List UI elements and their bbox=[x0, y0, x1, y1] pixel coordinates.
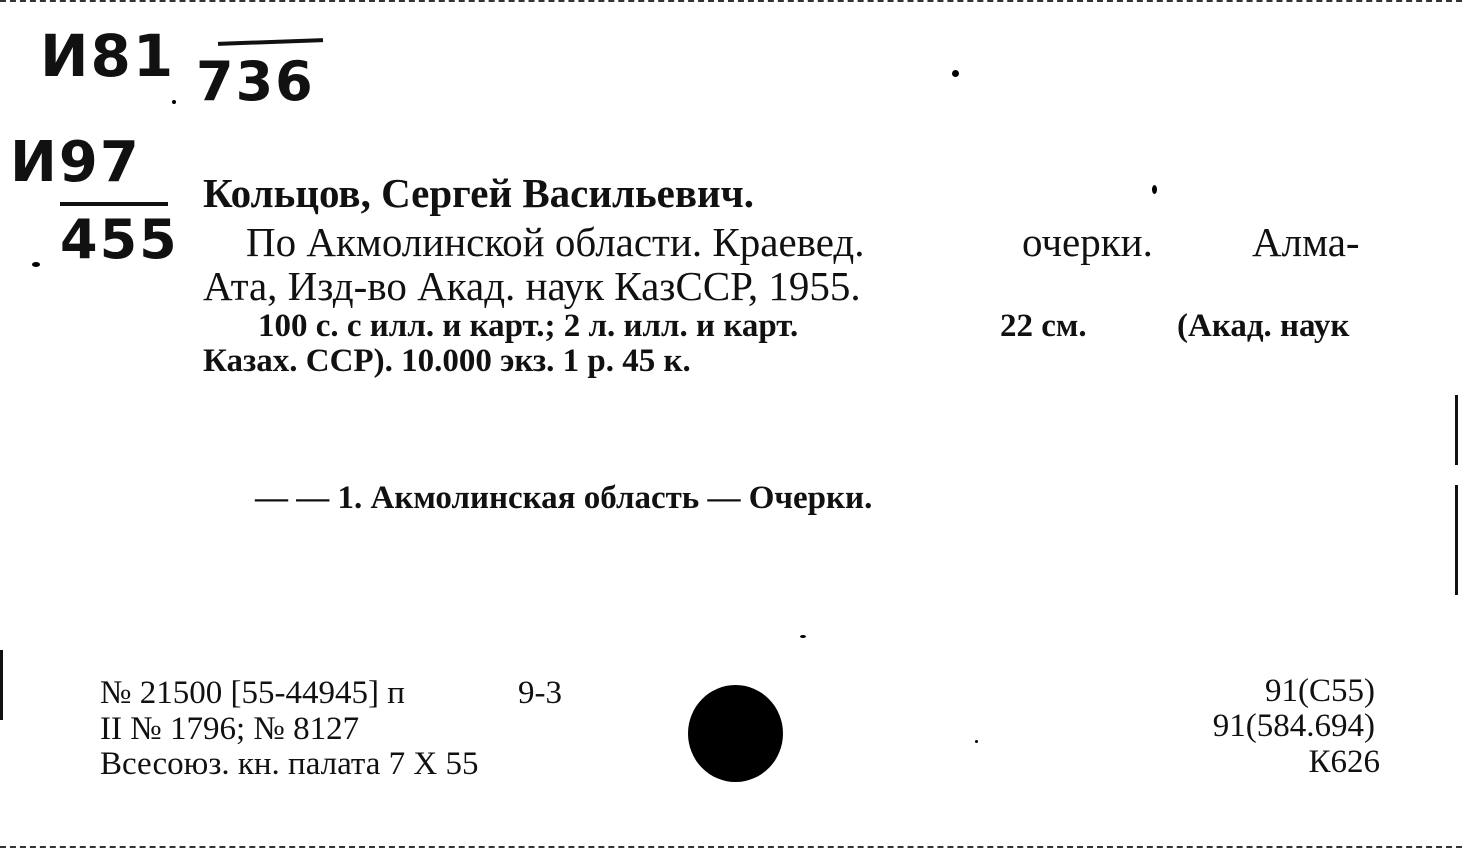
classification-code-2: 91(584.694) bbox=[1212, 708, 1375, 744]
footer-series-number: II № 1796; № 8127 bbox=[100, 711, 360, 747]
top-edge-line bbox=[0, 0, 1462, 4]
left-edge-mark bbox=[0, 650, 3, 720]
handwritten-fraction-bar-second bbox=[60, 202, 168, 206]
classification-code-1: 91(С55) bbox=[1265, 673, 1375, 709]
footer-chamber-date: Всесоюз. кн. палата 7 X 55 bbox=[100, 746, 479, 782]
author-heading: Кольцов, Сергей Васильевич. bbox=[203, 170, 755, 216]
author-mark: К626 bbox=[1308, 744, 1380, 780]
title-line-1-end: Алма- bbox=[1252, 219, 1360, 265]
right-edge-mark bbox=[1455, 395, 1458, 465]
title-line-2: Ата, Изд-во Акад. наук КазССР, 1955. bbox=[203, 263, 861, 309]
collation-line-1: 100 с. с илл. и карт.; 2 л. илл. и карт. bbox=[258, 308, 799, 344]
collation-line-2: Казах. ССР). 10.000 экз. 1 р. 45 к. bbox=[203, 343, 691, 379]
collation-series: (Акад. наук bbox=[1177, 308, 1350, 344]
punch-hole bbox=[688, 685, 783, 782]
handwritten-mark-top: И81 bbox=[40, 22, 176, 90]
speck bbox=[800, 635, 806, 638]
footer-registration-number: № 21500 [55-44945] п bbox=[100, 675, 405, 711]
handwritten-number-top: 736 bbox=[196, 50, 315, 113]
right-edge-mark-2 bbox=[1455, 485, 1458, 595]
speck bbox=[172, 100, 176, 104]
title-line-1-middle: очерки. bbox=[1022, 219, 1153, 265]
speck bbox=[1152, 185, 1157, 194]
title-line-1: По Акмолинской области. Краевед. bbox=[246, 219, 865, 265]
handwritten-mark-second: И97 bbox=[10, 130, 141, 195]
speck bbox=[32, 262, 40, 267]
handwritten-fraction-bar-top bbox=[218, 38, 323, 46]
bottom-edge-line bbox=[0, 846, 1462, 850]
speck bbox=[975, 740, 978, 743]
handwritten-number-second: 455 bbox=[60, 208, 179, 271]
collation-size: 22 см. bbox=[1000, 308, 1087, 344]
subject-heading: — — 1. Акмолинская область — Очерки. bbox=[255, 480, 873, 516]
speck bbox=[952, 70, 959, 77]
footer-registration-code: 9-3 bbox=[518, 675, 562, 711]
